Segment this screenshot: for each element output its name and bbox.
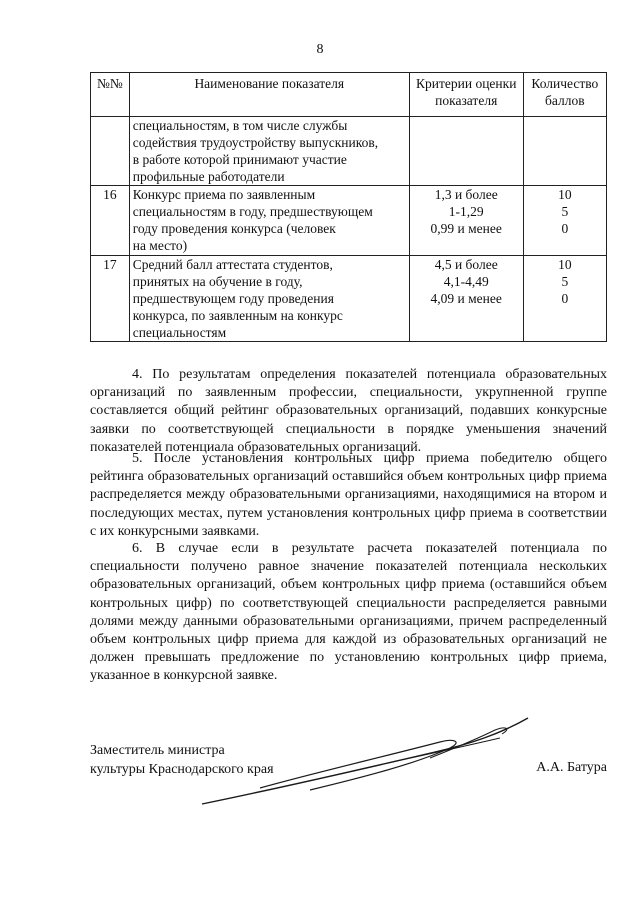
criteria-value: 4,09 и менее xyxy=(430,291,502,306)
row-name-line: специальностям, в том числе службы xyxy=(132,118,348,133)
row-name-line: Средний балл аттестата студентов, xyxy=(132,257,333,272)
row-name-line: специальностям в году, предшествующем xyxy=(132,204,373,219)
row-name-line: году проведения конкурса (человек xyxy=(132,221,336,236)
criteria-value: 1-1,29 xyxy=(448,204,484,219)
row-num xyxy=(91,117,130,186)
criteria-value: 0,99 и менее xyxy=(430,221,502,236)
row-criteria xyxy=(409,186,523,256)
signatory-name: А.А. Батура xyxy=(536,760,607,775)
paragraph-4: 4. По результатам определения показателей потенциала образовательных организаций по заявленным профессии, специальности, укрупненной группе составляется общий рейтинг образовательных организаций, подавших конкурсные заявки по соответствующей специальности в порядке уменьшения значений показателей потенциала образовательных организаций. xyxy=(90,367,607,455)
header-criteria xyxy=(409,73,523,117)
header-score-line: баллов xyxy=(545,93,585,108)
header-num: №№ xyxy=(91,73,130,117)
header-criteria-line: показателя xyxy=(435,93,498,108)
row-name xyxy=(129,256,409,342)
table-row xyxy=(91,186,607,256)
criteria-value: 4,1-4,49 xyxy=(443,274,489,289)
header-score xyxy=(523,73,606,117)
table-row xyxy=(91,256,607,342)
criteria-value: 4,5 и более xyxy=(434,257,498,272)
paragraph-6: 6. В случае если в результате расчета показателей потенциала по специальности получено равное значение показателей потенциала нескольких образовательных организаций, объем контрольных цифр приема (оставшийся объем контрольных цифр) по соответствующей специальности распределяется равными долями между данными образовательными организациями, причем распределенный объем контрольных цифр приема для каждой из образовательных организаций не должен превышать предложение по установлению контрольных цифр приема, указанное в конкурсной заявке. xyxy=(90,541,607,684)
paragraph-5: 5. После установления контрольных цифр приема победителю общего рейтинга образовательных организаций оставшийся объем контрольных цифр приема распределяется между образовательными организациями, находящимися на втором и последующих местах, путем установления контрольных цифр приема в соответствии с их конкурсными заявками. xyxy=(90,451,607,539)
table-row xyxy=(91,117,607,186)
score-value: 5 xyxy=(561,274,569,289)
score-value: 10 xyxy=(558,187,572,202)
header-criteria-line: Критерии оценки xyxy=(416,76,517,91)
row-name-line: на место) xyxy=(132,238,188,253)
score-value: 0 xyxy=(561,221,569,236)
row-criteria xyxy=(409,256,523,342)
score-value: 0 xyxy=(561,291,569,306)
row-name xyxy=(129,117,409,186)
signatory-title-line: культуры Краснодарского края xyxy=(90,762,274,777)
page-number: 8 xyxy=(316,42,324,57)
row-name-line: специальностям xyxy=(132,325,227,340)
row-score xyxy=(523,256,606,342)
row-name-line: предшествующем году проведения xyxy=(132,291,334,306)
row-name-line: конкурса, по заявленным на конкурс xyxy=(132,308,343,323)
signatory-title xyxy=(90,741,274,779)
score-value: 10 xyxy=(558,257,572,272)
header-name: Наименование показателя xyxy=(129,73,409,117)
criteria-table xyxy=(90,72,607,342)
row-name-line: в работе которой принимают участие xyxy=(132,152,347,167)
criteria-value: 1,3 и более xyxy=(434,187,498,202)
score-value: 5 xyxy=(561,204,569,219)
row-name-line: профильные работодатели xyxy=(132,169,285,184)
table-header-row xyxy=(91,73,607,117)
row-num: 17 xyxy=(91,256,130,342)
signatory-title-line: Заместитель министра xyxy=(90,743,225,758)
header-score-line: Количество xyxy=(531,76,599,91)
row-score xyxy=(523,117,606,186)
row-name xyxy=(129,186,409,256)
row-score xyxy=(523,186,606,256)
row-name-line: содействия трудоустройству выпускников, xyxy=(132,135,379,150)
row-name-line: принятых на обучение в году, xyxy=(132,274,303,289)
row-criteria xyxy=(409,117,523,186)
row-num: 16 xyxy=(91,186,130,256)
row-name-line: Конкурс приема по заявленным xyxy=(132,187,316,202)
